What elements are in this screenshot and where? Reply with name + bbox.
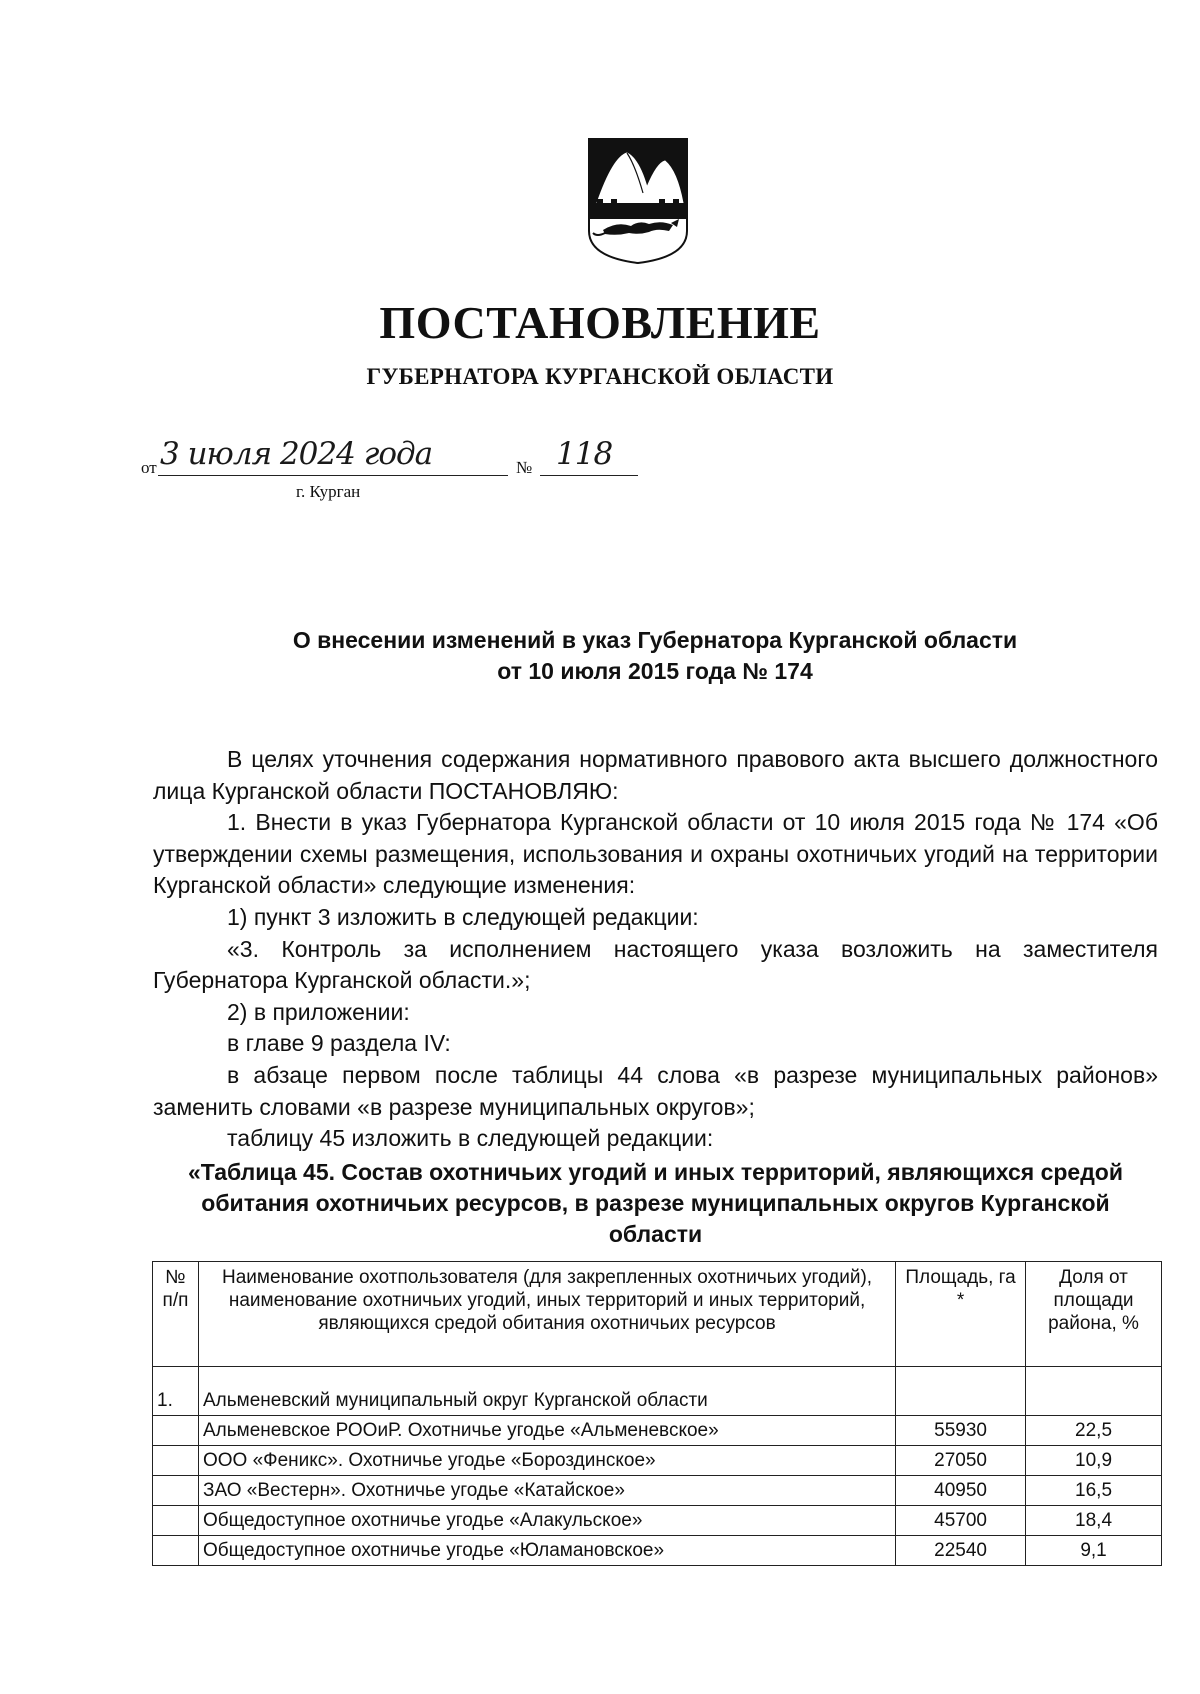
row-area: 55930: [896, 1416, 1026, 1446]
table-title: «Таблица 45. Состав охотничьих угодий и иных территорий, являющихся средой обитания охотничьих ресурсов, в разрезе муниципальных округов Курганской области: [187, 1158, 1123, 1247]
row-name: Общедоступное охотничье угодье «Юламановское»: [198, 1536, 895, 1566]
row-share: 9,1: [1026, 1536, 1162, 1566]
document-body: [153, 744, 1158, 1250]
row-num: [153, 1536, 199, 1566]
table-row: [153, 1536, 1162, 1566]
row-num: [153, 1506, 199, 1536]
body-paragraph: «3. Контроль за исполнением настоящего указа возложить на заместителя Губернатора Курганской области.»;: [153, 935, 1158, 994]
table-row: [153, 1476, 1162, 1506]
row-name: ЗАО «Вестерн». Охотничье угодье «Катайское»: [198, 1476, 895, 1506]
handwritten-number: 118: [556, 436, 613, 472]
table-row: [153, 1446, 1162, 1476]
body-paragraph: в главе 9 раздела IV:: [227, 1030, 451, 1057]
handwritten-date: 3 июля 2024 года: [160, 436, 433, 472]
city-label: г. Курган: [296, 482, 361, 501]
number-prefix-label: №: [516, 458, 533, 477]
row-name: Общедоступное охотничье угодье «Алакульское»: [198, 1506, 895, 1536]
table-header-row: [153, 1262, 1162, 1367]
row-name: Альменевское РООиР. Охотничье угодье «Альменевское»: [198, 1416, 895, 1446]
document-subtitle: ГУБЕРНАТОРА КУРГАНСКОЙ ОБЛАСТИ: [366, 364, 834, 389]
body-paragraph: В целях уточнения содержания нормативного правового акта высшего должностного лица Курганской области ПОСТАНОВЛЯЮ:: [153, 746, 1158, 804]
header-area: Площадь, га *: [896, 1262, 1026, 1367]
row-area: 27050: [896, 1446, 1026, 1476]
header-name: Наименование охотпользователя (для закрепленных охотничьих угодий), наименование охотничьих угодий, иных территорий и иных территорий, являющихся средой обитания охотничьих ресурсов: [198, 1262, 895, 1367]
heading-line-1: О внесении изменений в указ Губернатора Курганской области: [292, 627, 1018, 653]
number-underline: [540, 475, 638, 476]
body-paragraph: 1) пункт 3 изложить в следующей редакции:: [227, 903, 699, 930]
row-share: 16,5: [1026, 1476, 1162, 1506]
section-area: [896, 1367, 1026, 1416]
row-share: 10,9: [1026, 1446, 1162, 1476]
row-num: [153, 1476, 199, 1506]
row-name: ООО «Феникс». Охотничье угодье «Бороздинское»: [198, 1446, 895, 1476]
row-area: 40950: [896, 1476, 1026, 1506]
hunting-grounds-table: [152, 1261, 1162, 1566]
heading-line-2: от 10 июля 2015 года № 174: [497, 658, 813, 684]
body-paragraph: 1. Внести в указ Губернатора Курганской области от 10 июля 2015 года № 174 «Об утверждении схемы размещения, использования и охраны охотничьих угодий на территории Курганской области» следующие изменения:: [153, 809, 1158, 899]
date-prefix-label: от: [141, 458, 157, 477]
body-paragraph: 2) в приложении:: [227, 998, 410, 1025]
row-num: [153, 1446, 199, 1476]
kurgan-coat-of-arms-icon: [583, 135, 693, 267]
header-num: № п/п: [153, 1262, 199, 1367]
section-share: [1026, 1367, 1162, 1416]
body-paragraph: в абзаце первом после таблицы 44 слова «в разрезе муниципальных районов» заменить словами «в разрезе муниципальных округов»;: [153, 1061, 1158, 1120]
table-row: [153, 1506, 1162, 1536]
body-paragraph: таблицу 45 изложить в следующей редакции:: [227, 1125, 714, 1152]
row-area: 22540: [896, 1536, 1026, 1566]
section-num: 1.: [153, 1367, 199, 1416]
table-section-row: [153, 1367, 1162, 1416]
row-num: [153, 1416, 199, 1446]
row-share: 22,5: [1026, 1416, 1162, 1446]
date-underline: [158, 475, 508, 476]
row-share: 18,4: [1026, 1506, 1162, 1536]
document-title: ПОСТАНОВЛЕНИЕ: [379, 297, 821, 348]
table-row: [153, 1416, 1162, 1446]
header-share: Доля от площади района, %: [1026, 1262, 1162, 1367]
document-heading: [150, 625, 1160, 687]
section-name: Альменевский муниципальный округ Курганской области: [198, 1367, 895, 1416]
row-area: 45700: [896, 1506, 1026, 1536]
